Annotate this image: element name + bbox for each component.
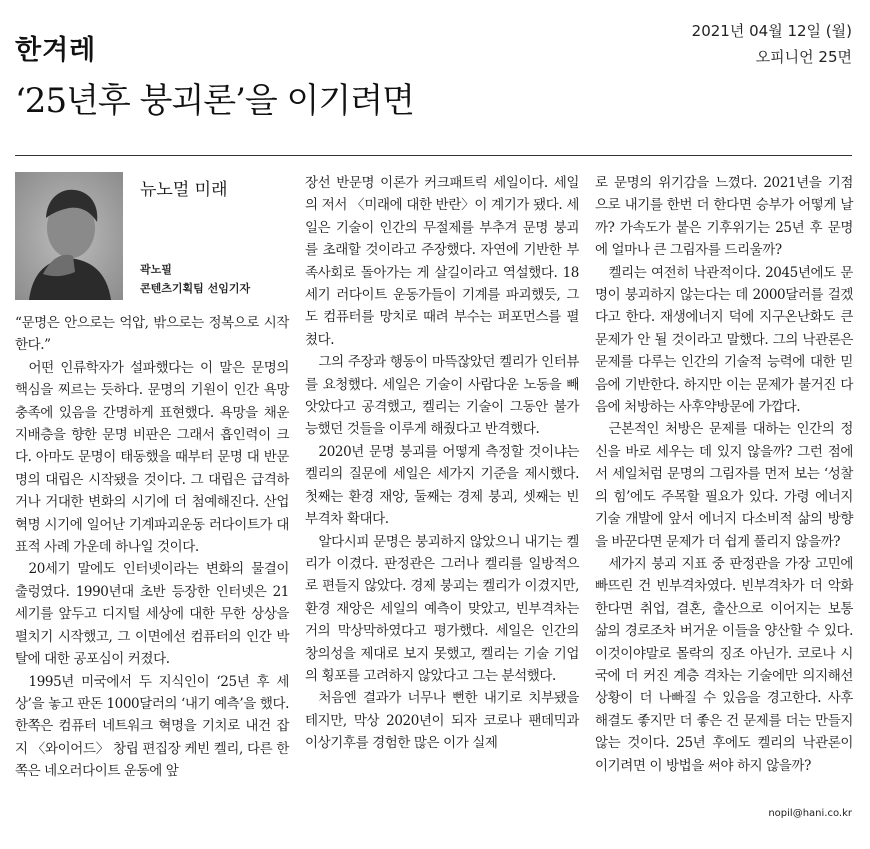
article-column-1 (15, 312, 289, 783)
author-title: 콘텐츠기획팀 선임기자 (140, 282, 251, 295)
portrait-illustration (15, 172, 123, 300)
author-name: 곽노필 (140, 263, 172, 276)
paragraph: 근본적인 처방은 문제를 대하는 인간의 정신을 바로 세우는 데 있지 않을까? 그런 점에서 세일처럼 문명의 그림자를 먼저 보는 ‘성찰의 힘’에도 주목할 필요가 있다. 가령 에너지 기술 개발에 앞서 에너지 다소비적 삶의 방향을 바꾼다면 문제가 더 쉽게 풀리지 않을까? (595, 421, 853, 550)
divider (15, 155, 852, 156)
newspaper-logo: 한겨레 (15, 35, 97, 66)
author-email: nopil@hani.co.kr (768, 808, 852, 819)
paragraph: 1995년 미국에서 두 지식인이 ‘25년 후 세상’을 놓고 판돈 1000달러의 ‘내기 예측’을 했다. 한쪽은 컴퓨터 네트워크 혁명을 기치로 내건 잡지 〈와이어드〉 창립 편집장 케빈 켈리, 다른 한쪽은 네오러다이트 운동에 앞 (15, 673, 289, 780)
paragraph: 로 문명의 위기감을 느꼈다. 2021년을 기점으로 내기를 한번 더 한다면 승부가 어떻게 날까? 가속도가 붙은 기후위기는 25년 후 문명에 얼마나 큰 그림자를 드리울까? (595, 175, 853, 259)
opening-quote: “문명은 안으로는 억압, 밖으로는 정복으로 시작한다.” (15, 315, 289, 354)
paragraph: 알다시피 문명은 붕괴하지 않았으니 내기는 켈리가 이겼다. 판정관은 그러나 켈리를 일방적으로 편들지 않았다. 경제 붕괴는 켈리가 이겼지만, 환경 재앙은 세일의 예측이 맞았고, 빈부격차는 거의 막상막하였다고 평가했다. 세일은 인간의 창의성을 제대로 보지 못했고, 켈리는 기술 기업의 횡포를 고려하지 않았다고 그는 분석했다. (305, 533, 579, 684)
headline: ‘25년후 붕괴론’을 이기려면 (15, 81, 414, 121)
paragraph: 20세기 말에도 인터넷이라는 변화의 물결이 출렁였다. 1990년대 초반 등장한 인터넷은 21세기를 앞두고 디지털 세상에 대한 무한 상상을 펼치기 시작했고, 그 이면에선 컴퓨터의 인간 박탈에 대한 공포심이 커졌다. (15, 561, 289, 668)
author-portrait-icon (15, 172, 123, 300)
paragraph: 그의 주장과 행동이 마뜩잖았던 켈리가 인터뷰를 요청했다. 세일은 기술이 사람다운 노동을 빼앗았다고 공격했고, 켈리는 기술이 그동안 불가능했던 것들을 이루게 해줬다고 반격했다. (305, 354, 579, 438)
section-page: 오피니언 25면 (755, 48, 852, 66)
paragraph: 2020년 문명 붕괴를 어떻게 측정할 것이냐는 켈리의 질문에 세일은 세가지 기준을 제시했다. 첫째는 환경 재앙, 둘째는 경제 붕괴, 셋째는 빈부격차 확대다. (305, 443, 579, 528)
paragraph: 어떤 인류학자가 설파했다는 이 말은 문명의 핵심을 찌르는 듯하다. 문명의 기원이 인간 욕망 충족에 있음을 간명하게 표현했다. 욕망을 채운 지배층을 향한 문명 비판은 그래서 흡인력이 크다. 아마도 문명이 태동했을 때부터 문명 대 반문명의 대립은 시작됐을 것이다. 그 대립은 급격하거나 거대한 변화의 시기에 더 첨예해진다. 산업혁명 시기에 일어난 기계파괴운동 러다이트가 대표적 사례 가운데 하나일 것이다. (15, 359, 289, 556)
publication-date: 2021년 04월 12일 (월) (691, 22, 852, 40)
paragraph: 세가지 붕괴 지표 중 판정관을 가장 고민에 빠뜨린 건 빈부격차였다. 빈부격차가 더 악화한다면 취업, 결혼, 출산으로 이어지는 보통 삶의 경로조차 버거운 이들을 양산할 수 있다. 이것이야말로 몰락의 징조 아닌가. 코로나 시국에 더 커진 계층 격차는 기술에만 의지해선 상황이 더 나빠질 수 있음을 경고한다. 사후 해결도 좋지만 더 좋은 건 문제를 더는 만들지 않는 것이다. 25년 후에도 켈리의 낙관론이 이기려면 이 방법을 써야 하지 않을까? (595, 555, 853, 774)
column-name: 뉴노멀 미래 (140, 180, 228, 200)
dateline (692, 18, 852, 70)
paragraph: 장선 반문명 이론가 커크패트릭 세일이다. 세일의 저서 〈미래에 대한 반란〉이 계기가 됐다. 세일은 기술이 인간의 무절제를 부추겨 문명 붕괴를 초래할 것이라고 주장했다. 자연에 기반한 부족사회로 돌아가는 게 살길이라고 역설했다. 18세기 러다이트 운동가들이 기계를 파괴했듯, 그도 컴퓨터를 망치로 때려 부수는 퍼포먼스를 펼쳤다. (305, 175, 579, 348)
paragraph: 켈리는 여전히 낙관적이다. 2045년에도 문명이 붕괴하지 않는다는 데 2000달러를 걸겠다고 한다. 재생에너지 덕에 지구온난화도 큰 문제가 안 될 것이라고 말했다. 그의 낙관론은 문제를 다루는 인간의 기술적 능력에 대한 믿음에 기반한다. 하지만 이는 문제가 불거진 다음에 처방하는 사후약방문에 가깝다. (595, 264, 853, 416)
article-column-2 (305, 172, 579, 755)
article-column-3 (595, 172, 853, 777)
paragraph: 처음엔 결과가 너무나 뻔한 내기로 치부됐을 테지만, 막상 2020년이 되자 코로나 팬데믹과 이상기후를 경험한 많은 이가 실제 (305, 690, 579, 752)
author-byline (140, 260, 250, 298)
